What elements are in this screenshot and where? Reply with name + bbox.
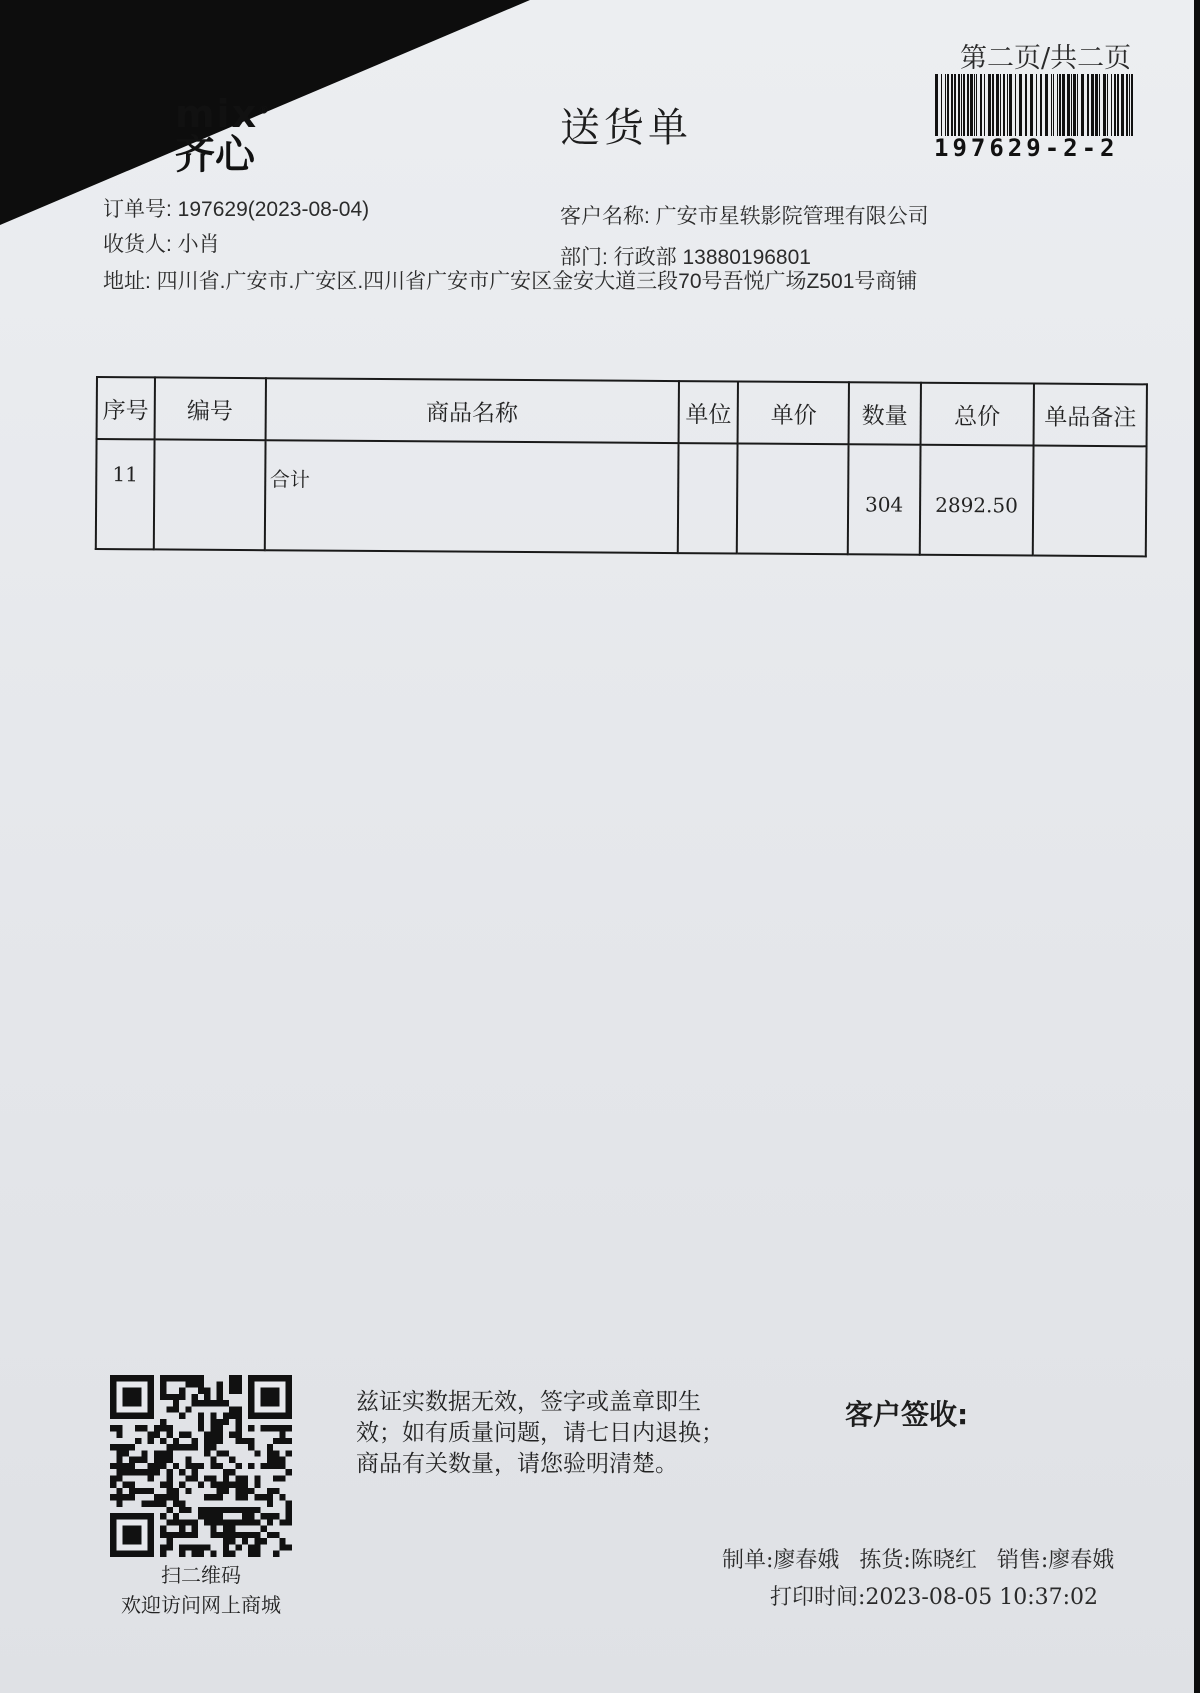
- scan-edge-shadow: [1194, 0, 1200, 1693]
- barcode-bar: [1057, 74, 1058, 136]
- barcode-bar: [1114, 74, 1116, 136]
- barcode-bar: [1111, 74, 1112, 136]
- brand-logo: mix® 齐心: [175, 92, 272, 178]
- barcode-bar: [1067, 74, 1070, 136]
- col-price: 单价: [738, 381, 849, 444]
- barcode-bar: [1036, 74, 1037, 136]
- barcode-bar: [1087, 74, 1089, 136]
- preparer: 制单:廖春娥: [722, 1548, 840, 1573]
- order-number: 订单号: 197629(2023-08-04): [103, 198, 370, 221]
- barcode-bar: [1045, 74, 1048, 136]
- barcode-bar: [1077, 74, 1078, 136]
- department: 部门: 行政部 13880196801: [560, 246, 811, 269]
- page-indicator: 第二页/共二页: [960, 43, 1132, 74]
- staff-line: [722, 1543, 1194, 1574]
- barcode-bar: [1126, 74, 1128, 136]
- barcode-bar: [984, 74, 985, 136]
- barcode-bar: [1081, 74, 1084, 136]
- barcode-bar: [967, 74, 969, 136]
- goods-table: [95, 376, 1148, 557]
- barcode-bar: [1073, 74, 1076, 136]
- notice-line-2: 效；如有质量问题，请七日内退换；: [356, 1419, 724, 1445]
- col-qty: 数量: [849, 382, 921, 444]
- barcode-bar: [945, 74, 946, 136]
- barcode-bar: [1009, 74, 1012, 136]
- cell-total: 2892.50: [919, 445, 1033, 556]
- barcode-bar: [1000, 74, 1001, 136]
- sales: 销售:廖春娥: [996, 1548, 1115, 1573]
- print-time: 打印时间:2023-08-05 10:37:02: [770, 1585, 1099, 1610]
- receiver: 收货人: 小肖: [103, 233, 220, 256]
- barcode-bar: [996, 74, 999, 136]
- barcode-bar: [1025, 74, 1027, 136]
- cell-qty: 304: [848, 444, 920, 554]
- barcode-bar: [988, 74, 991, 136]
- barcode-bar: [963, 74, 965, 136]
- cell-unit: [678, 443, 738, 553]
- barcode-bar: [1040, 74, 1042, 136]
- barcode-bar: [1091, 74, 1094, 136]
- barcode-bar: [1019, 74, 1022, 136]
- table-header-row: [97, 377, 1147, 446]
- col-name: 商品名称: [265, 378, 679, 443]
- barcode-bar: [1103, 74, 1106, 136]
- col-seq: 序号: [97, 377, 155, 439]
- barcode-bar: [1007, 74, 1008, 136]
- cell-price: [737, 443, 849, 554]
- cell-name: 合计: [264, 440, 678, 553]
- disclaimer-notice: [356, 1386, 756, 1479]
- table-row: [96, 439, 1147, 556]
- barcode-bar: [1121, 74, 1124, 136]
- qr-caption-welcome: 欢迎访问网上商城: [121, 1593, 281, 1617]
- cell-code: [154, 439, 266, 550]
- document-title: 送货单: [560, 105, 692, 151]
- barcode-bar: [951, 74, 953, 136]
- barcode-bar: [954, 74, 956, 136]
- barcode-bar: [1131, 74, 1133, 136]
- qr-caption-scan: 扫二维码: [161, 1563, 241, 1587]
- barcode-number: 197629-2-2: [934, 134, 1119, 162]
- address: 地址: 四川省.广安市.广安区.四川省广安市广安区金安大道三段70号吾悦广场Z501号商铺: [103, 270, 918, 293]
- cell-seq: 11: [96, 439, 155, 549]
- barcode-bar: [961, 74, 962, 136]
- col-note: 单品备注: [1034, 384, 1147, 447]
- brand-logo-cn: 齐心: [175, 132, 255, 178]
- barcode-bar: [1095, 74, 1098, 136]
- barcode-bar: [974, 74, 975, 136]
- cell-note: [1033, 446, 1147, 557]
- col-unit: 单位: [678, 381, 738, 443]
- qr-code: [110, 1375, 292, 1557]
- barcode-bar: [1059, 74, 1061, 136]
- barcode-bar: [958, 74, 960, 136]
- barcode-bar: [1117, 74, 1119, 136]
- barcode-bar: [941, 74, 942, 136]
- picker: 拣货:陈晓红: [859, 1548, 977, 1573]
- barcode-bar: [947, 74, 949, 136]
- barcode: [935, 74, 1145, 136]
- barcode-bar: [935, 74, 938, 136]
- customer-name: 客户名称: 广安市星轶影院管理有限公司: [560, 205, 929, 228]
- barcode-bar: [1062, 74, 1065, 136]
- barcode-bar: [992, 74, 994, 136]
- notice-line-1: 兹证实数据无效，签字或盖章即生: [356, 1388, 701, 1414]
- barcode-bar: [1107, 74, 1108, 136]
- barcode-bar: [1051, 74, 1052, 136]
- barcode-bar: [1129, 74, 1130, 136]
- col-total: 总价: [920, 383, 1034, 446]
- col-code: 编号: [154, 377, 265, 440]
- barcode-bar: [1015, 74, 1016, 136]
- barcode-bar: [970, 74, 973, 136]
- brand-logo-en: mix: [175, 92, 259, 136]
- barcode-bar: [1030, 74, 1033, 136]
- barcode-bar: [1099, 74, 1100, 136]
- barcode-bar: [980, 74, 982, 136]
- notice-line-3: 商品有关数量，请您验明清楚。: [356, 1450, 678, 1476]
- customer-signature-label: 客户签收:: [845, 1398, 969, 1431]
- qr-caption: [96, 1560, 306, 1620]
- barcode-bar: [1053, 74, 1054, 136]
- barcode-bar: [1071, 74, 1072, 136]
- barcode-bar: [1003, 74, 1005, 136]
- barcode-bar: [976, 74, 977, 136]
